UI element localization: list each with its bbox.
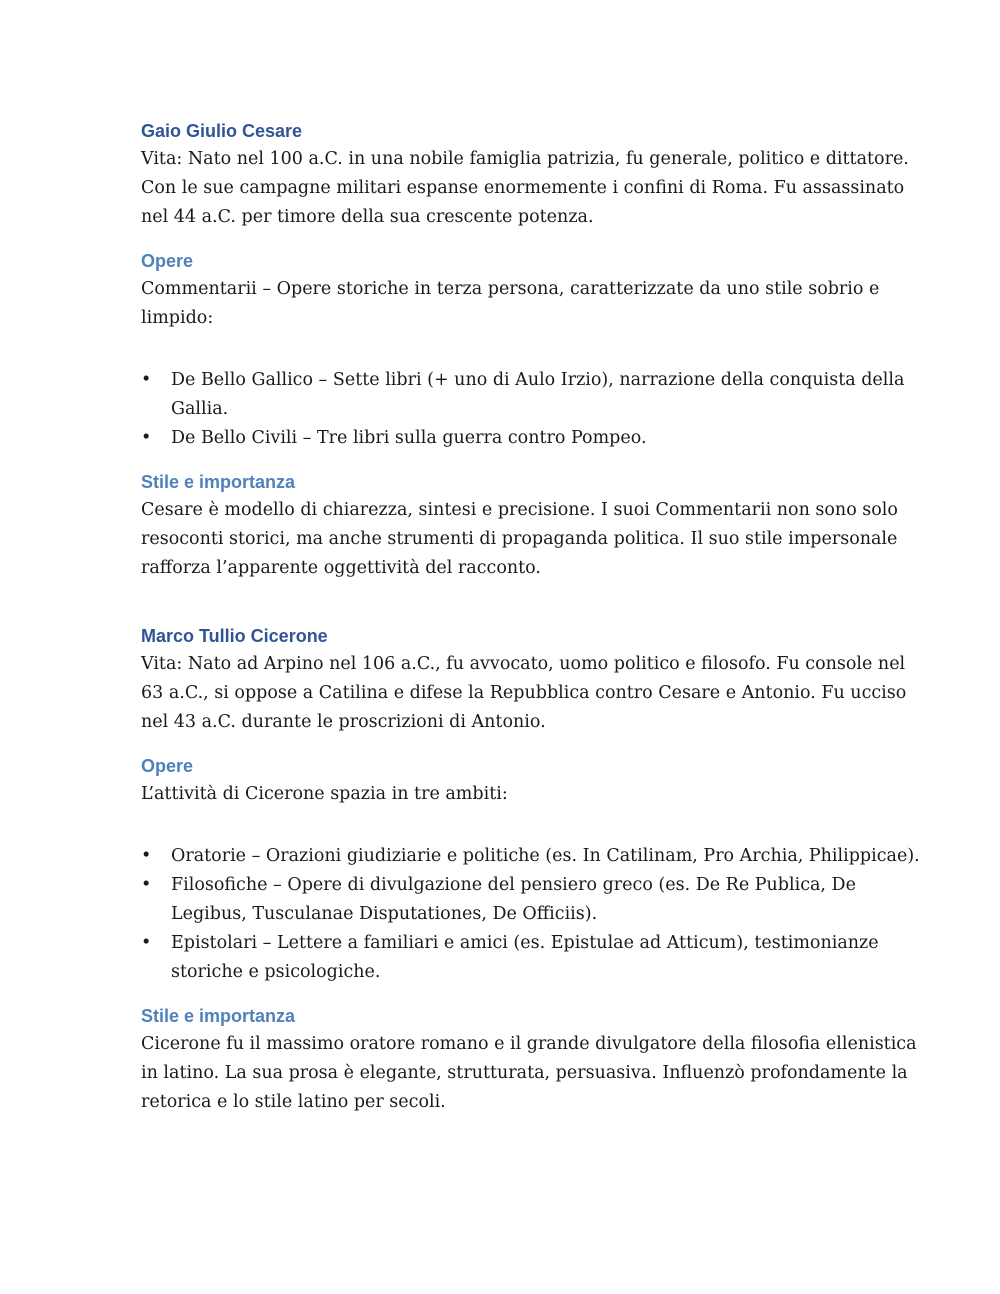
vita-paragraph: Vita: Nato nel 100 a.C. in una nobile famiglia patrizia, fu generale, politico e dittatore. Con le sue campagne militari espanse enormemente i confini di Roma. Fu assassinato nel 44 a.C. per timore della sua crescente potenza. bbox=[141, 149, 909, 227]
opere-intro: Commentarii – Opere storiche in terza persona, caratterizzate da uno stile sobrio e limpido: bbox=[141, 279, 880, 328]
list-item: • Filosofiche – Opere di divulgazione del pensiero greco (es. De Re Publica, De Legibus, Tusculanae Disputationes, De Officiis). bbox=[141, 871, 921, 929]
opere-heading: Opere bbox=[141, 251, 194, 271]
stile-heading: Stile e importanza bbox=[141, 1006, 296, 1026]
list-item: • Oratorie – Orazioni giudiziarie e politiche (es. In Catilinam, Pro Archia, Philippicae). bbox=[141, 842, 921, 871]
document-page bbox=[141, 117, 921, 1117]
opere-list bbox=[141, 842, 921, 987]
list-item: • De Bello Civili – Tre libri sulla guerra contro Pompeo. bbox=[141, 424, 921, 453]
author-heading: Gaio Giulio Cesare bbox=[141, 121, 303, 141]
list-item: • Epistolari – Lettere a familiari e amici (es. Epistulae ad Atticum), testimonianze storiche e psicologiche. bbox=[141, 929, 921, 987]
opere-list bbox=[141, 366, 921, 453]
stile-paragraph: Cesare è modello di chiarezza, sintesi e precisione. I suoi Commentarii non sono solo resoconti storici, ma anche strumenti di propaganda politica. Il suo stile impersonale rafforza l’apparente oggettività del racconto. bbox=[141, 500, 898, 578]
opere-heading: Opere bbox=[141, 756, 194, 776]
author-section-cicerone bbox=[141, 622, 921, 1117]
author-section-cesare bbox=[141, 117, 921, 583]
vita-paragraph: Vita: Nato ad Arpino nel 106 a.C., fu avvocato, uomo politico e filosofo. Fu console nel 63 a.C., si oppose a Catilina e difese la Repubblica contro Cesare e Antonio. Fu ucciso nel 43 a.C. durante le proscrizioni di Antonio. bbox=[141, 654, 907, 732]
author-heading: Marco Tullio Cicerone bbox=[141, 626, 328, 646]
opere-intro: L’attività di Cicerone spazia in tre ambiti: bbox=[141, 784, 508, 804]
stile-heading: Stile e importanza bbox=[141, 472, 296, 492]
list-item: • De Bello Gallico – Sette libri (+ uno di Aulo Irzio), narrazione della conquista della Gallia. bbox=[141, 366, 921, 424]
stile-paragraph: Cicerone fu il massimo oratore romano e il grande divulgatore della filosofia ellenistica in latino. La sua prosa è elegante, strutturata, persuasiva. Influenzò profondamente la retorica e lo stile latino per secoli. bbox=[141, 1034, 917, 1112]
